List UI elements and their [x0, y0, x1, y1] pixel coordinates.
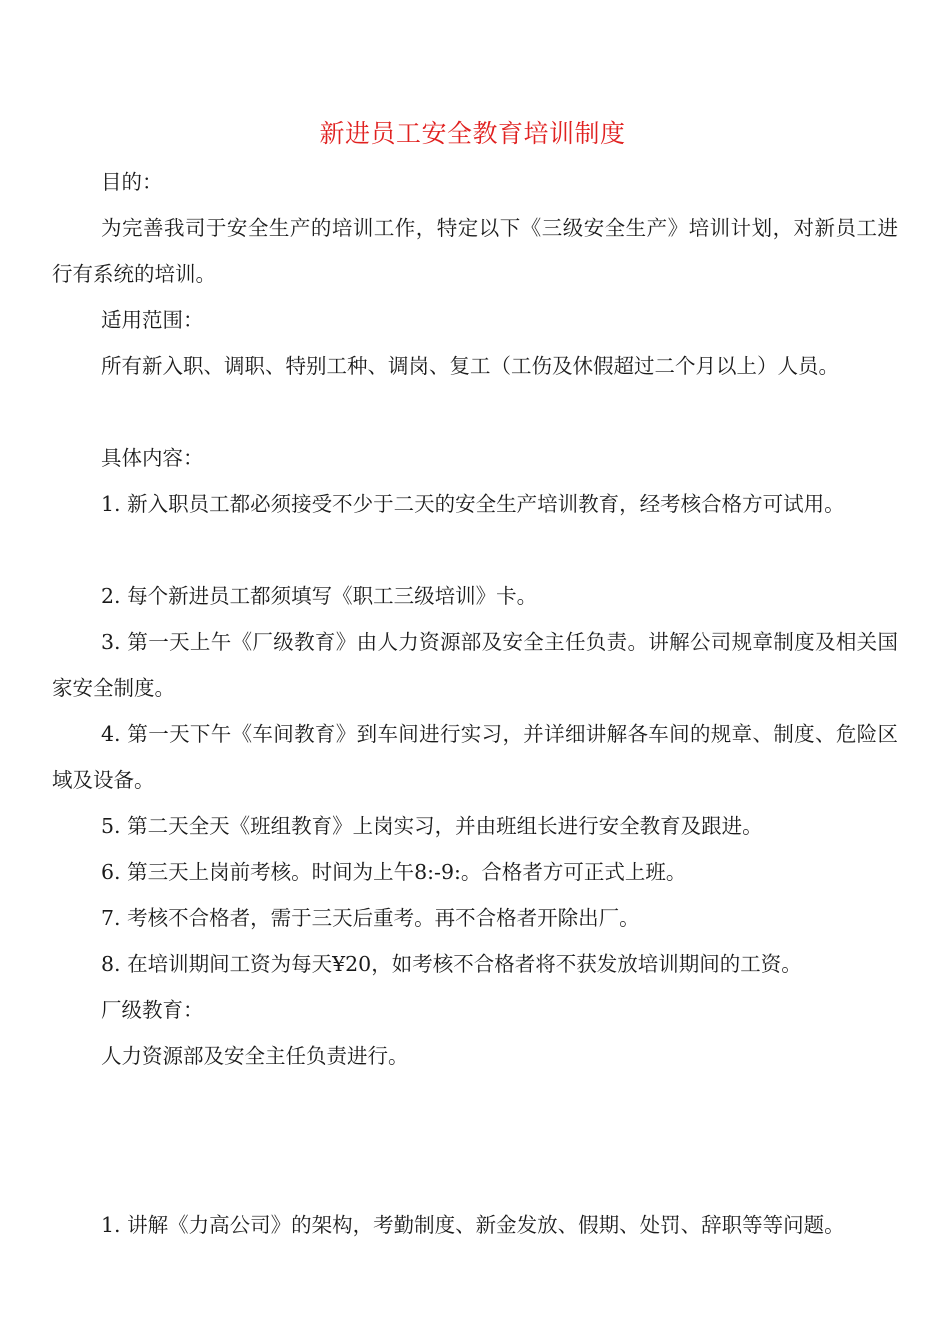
content-item: 3. 第一天上午《厂级教育》由人力资源部及安全主任负责。讲解公司规章制度及相关国家安全制度。: [52, 630, 898, 700]
purpose-heading: 目的：: [101, 170, 163, 194]
content-item: 1. 新入职员工都必须接受不少于二天的安全生产培训教育，经考核合格方可试用。: [101, 492, 845, 516]
content-item: 2. 每个新进员工都须填写《职工三级培训》卡。: [101, 584, 538, 608]
document-title: 新进员工安全教育培训制度: [319, 119, 626, 148]
scope-heading: 适用范围：: [101, 308, 204, 332]
content-item: 6. 第三天上岗前考核。时间为上午8:-9:。合格者方可正式上班。: [101, 860, 687, 884]
content-item: 5. 第二天全天《班组教育》上岗实习，并由班组长进行安全教育及跟进。: [101, 814, 763, 838]
factory-education-paragraph: 人力资源部及安全主任负责进行。: [101, 1044, 409, 1068]
content-heading: 具体内容：: [101, 446, 204, 470]
factory-education-item: 1. 讲解《力高公司》的架构，考勤制度、新金发放、假期、处罚、辞职等等问题。: [101, 1213, 845, 1237]
factory-education-heading: 厂级教育：: [101, 998, 204, 1022]
scope-paragraph: 所有新入职、调职、特别工种、调岗、复工（工伤及休假超过二个月以上）人员。: [101, 354, 839, 378]
content-item: 8. 在培训期间工资为每天¥20，如考核不合格者将不获发放培训期间的工资。: [101, 952, 802, 976]
content-item: 7. 考核不合格者，需于三天后重考。再不合格者开除出厂。: [101, 906, 640, 930]
purpose-paragraph: 为完善我司于安全生产的培训工作，特定以下《三级安全生产》培训计划，对新员工进行有系统的培训。: [52, 216, 898, 286]
content-item: 4. 第一天下午《车间教育》到车间进行实习，并详细讲解各车间的规章、制度、危险区域及设备。: [52, 722, 898, 792]
